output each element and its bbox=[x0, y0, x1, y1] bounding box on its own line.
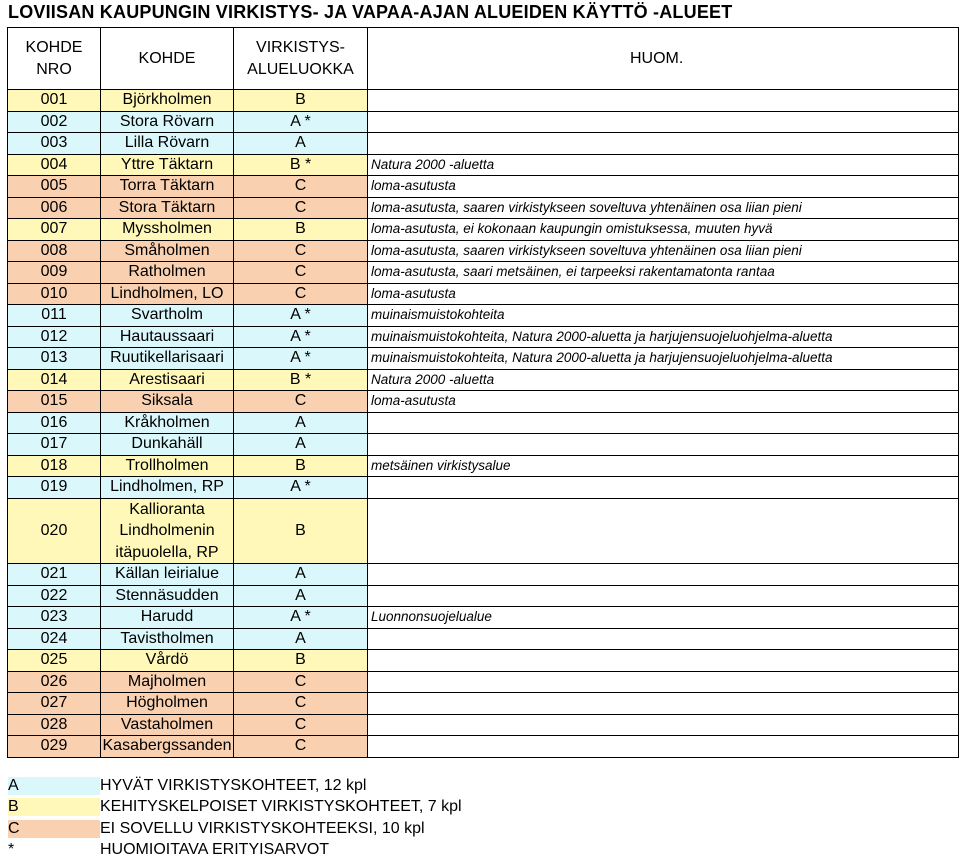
table-row bbox=[8, 585, 959, 607]
cell-luokka: B * bbox=[234, 369, 368, 391]
cell-nro: 014 bbox=[8, 369, 101, 391]
cell-huom: loma-asutusta, saari metsäinen, ei tarpeeksi rakentamatonta rantaa bbox=[368, 262, 959, 284]
cell-kohde: Dunkahäll bbox=[101, 434, 234, 456]
cell-luokka: C bbox=[234, 693, 368, 715]
cell-huom bbox=[368, 714, 959, 736]
cell-huom bbox=[368, 628, 959, 650]
cell-nro: 015 bbox=[8, 391, 101, 413]
cell-kohde: Arestisaari bbox=[101, 369, 234, 391]
cell-kohde: Torra Täktarn bbox=[101, 176, 234, 198]
legend-key: A bbox=[8, 777, 100, 795]
header-kohde-nro bbox=[8, 28, 101, 90]
legend-key: B bbox=[8, 798, 100, 816]
table-row bbox=[8, 154, 959, 176]
cell-huom bbox=[368, 412, 959, 434]
cell-kohde: Stora Rövarn bbox=[101, 111, 234, 133]
table-row bbox=[8, 197, 959, 219]
header-kohde: KOHDE bbox=[101, 28, 234, 90]
table-row bbox=[8, 671, 959, 693]
cell-huom: muinaismuistokohteita bbox=[368, 305, 959, 327]
cell-nro: 028 bbox=[8, 714, 101, 736]
table-row bbox=[8, 391, 959, 413]
cell-nro: 023 bbox=[8, 607, 101, 629]
cell-luokka: C bbox=[234, 671, 368, 693]
table-row bbox=[8, 650, 959, 672]
table-row bbox=[8, 693, 959, 715]
cell-luokka: A bbox=[234, 585, 368, 607]
legend-text: KEHITYSKELPOISET VIRKISTYSKOHTEET, 7 kpl bbox=[100, 798, 462, 816]
cell-nro: 005 bbox=[8, 176, 101, 198]
table-row bbox=[8, 111, 959, 133]
legend bbox=[8, 775, 708, 861]
legend-text: HYVÄT VIRKISTYSKOHTEET, 12 kpl bbox=[100, 777, 366, 795]
cell-kohde: Lindholmen, LO bbox=[101, 283, 234, 305]
cell-nro: 020 bbox=[8, 498, 101, 564]
legend-key: * bbox=[8, 841, 100, 859]
table-header-row bbox=[8, 28, 959, 90]
cell-kohde: Ruutikellarisaari bbox=[101, 348, 234, 370]
cell-luokka: B bbox=[234, 498, 368, 564]
cell-huom bbox=[368, 693, 959, 715]
cell-luokka: A bbox=[234, 434, 368, 456]
cell-huom: loma-asutusta, ei kokonaan kaupungin omistuksessa, muuten hyvä bbox=[368, 219, 959, 241]
table-row bbox=[8, 455, 959, 477]
cell-nro: 010 bbox=[8, 283, 101, 305]
table-row bbox=[8, 219, 959, 241]
cell-huom: loma-asutusta bbox=[368, 283, 959, 305]
cell-luokka: C bbox=[234, 283, 368, 305]
table-row bbox=[8, 714, 959, 736]
cell-nro: 013 bbox=[8, 348, 101, 370]
cell-huom: Natura 2000 -aluetta bbox=[368, 154, 959, 176]
cell-nro: 016 bbox=[8, 412, 101, 434]
cell-kohde: Myssholmen bbox=[101, 219, 234, 241]
table-row bbox=[8, 736, 959, 758]
table-row bbox=[8, 412, 959, 434]
cell-huom: loma-asutusta, saaren virkistykseen soveltuva yhtenäinen osa liian pieni bbox=[368, 197, 959, 219]
legend-item bbox=[8, 840, 708, 861]
cell-kohde: Ratholmen bbox=[101, 262, 234, 284]
table-row bbox=[8, 240, 959, 262]
cell-huom: Luonnonsuojelualue bbox=[368, 607, 959, 629]
cell-luokka: C bbox=[234, 391, 368, 413]
header-luokka bbox=[234, 28, 368, 90]
table-row bbox=[8, 176, 959, 198]
table-row bbox=[8, 326, 959, 348]
legend-item bbox=[8, 818, 708, 840]
table-row bbox=[8, 607, 959, 629]
cell-luokka: B * bbox=[234, 154, 368, 176]
cell-huom bbox=[368, 90, 959, 112]
cell-kohde: Lilla Rövarn bbox=[101, 133, 234, 155]
header-nro-line1: KOHDE bbox=[26, 39, 83, 56]
cell-nro: 029 bbox=[8, 736, 101, 758]
cell-luokka: B bbox=[234, 455, 368, 477]
cell-huom: loma-asutusta, saaren virkistykseen soveltuva yhtenäinen osa liian pieni bbox=[368, 240, 959, 262]
cell-huom: loma-asutusta bbox=[368, 391, 959, 413]
cell-huom: Natura 2000 -aluetta bbox=[368, 369, 959, 391]
legend-item bbox=[8, 775, 708, 797]
cell-nro: 001 bbox=[8, 90, 101, 112]
cell-luokka: C bbox=[234, 240, 368, 262]
cell-luokka: C bbox=[234, 736, 368, 758]
table-row bbox=[8, 369, 959, 391]
cell-huom: loma-asutusta bbox=[368, 176, 959, 198]
cell-kohde-line: itäpuolella, RP bbox=[101, 542, 233, 564]
cell-nro: 007 bbox=[8, 219, 101, 241]
legend-key: C bbox=[8, 820, 100, 838]
cell-nro: 009 bbox=[8, 262, 101, 284]
cell-nro: 012 bbox=[8, 326, 101, 348]
cell-luokka: A bbox=[234, 628, 368, 650]
cell-huom bbox=[368, 111, 959, 133]
cell-kohde: Hautaussaari bbox=[101, 326, 234, 348]
cell-nro: 019 bbox=[8, 477, 101, 499]
cell-luokka: C bbox=[234, 714, 368, 736]
cell-kohde: Svartholm bbox=[101, 305, 234, 327]
cell-nro: 011 bbox=[8, 305, 101, 327]
table-row bbox=[8, 283, 959, 305]
cell-luokka: A * bbox=[234, 326, 368, 348]
table-row bbox=[8, 564, 959, 586]
cell-nro: 018 bbox=[8, 455, 101, 477]
table-row bbox=[8, 90, 959, 112]
cell-nro: 004 bbox=[8, 154, 101, 176]
cell-nro: 022 bbox=[8, 585, 101, 607]
cell-huom bbox=[368, 477, 959, 499]
cell-luokka: A bbox=[234, 564, 368, 586]
table-row bbox=[8, 628, 959, 650]
header-huom: HUOM. bbox=[368, 28, 959, 90]
cell-huom bbox=[368, 585, 959, 607]
cell-luokka: A * bbox=[234, 348, 368, 370]
cell-kohde bbox=[101, 498, 234, 564]
cell-nro: 008 bbox=[8, 240, 101, 262]
page-title: LOVIISAN KAUPUNGIN VIRKISTYS- JA VAPAA-AJAN ALUEIDEN KÄYTTÖ -ALUEET bbox=[8, 2, 732, 23]
cell-huom bbox=[368, 736, 959, 758]
legend-text: HUOMIOITAVA ERITYISARVOT bbox=[100, 841, 329, 859]
cell-huom bbox=[368, 498, 959, 564]
cell-kohde: Kasabergssanden bbox=[101, 736, 234, 758]
cell-huom bbox=[368, 434, 959, 456]
cell-kohde: Siksala bbox=[101, 391, 234, 413]
cell-luokka: C bbox=[234, 176, 368, 198]
cell-kohde: Majholmen bbox=[101, 671, 234, 693]
cell-nro: 003 bbox=[8, 133, 101, 155]
cell-huom bbox=[368, 133, 959, 155]
cell-luokka: B bbox=[234, 219, 368, 241]
legend-item bbox=[8, 797, 708, 819]
cell-kohde: Harudd bbox=[101, 607, 234, 629]
cell-kohde: Vårdö bbox=[101, 650, 234, 672]
cell-luokka: C bbox=[234, 197, 368, 219]
table-row bbox=[8, 133, 959, 155]
cell-luokka: A * bbox=[234, 607, 368, 629]
cell-nro: 027 bbox=[8, 693, 101, 715]
table-row bbox=[8, 305, 959, 327]
table-row bbox=[8, 262, 959, 284]
cell-huom: metsäinen virkistysalue bbox=[368, 455, 959, 477]
header-luokka-line1: VIRKISTYS- bbox=[256, 39, 345, 56]
header-nro-line2: NRO bbox=[36, 61, 72, 78]
cell-kohde: Småholmen bbox=[101, 240, 234, 262]
table-row bbox=[8, 477, 959, 499]
cell-kohde: Stora Täktarn bbox=[101, 197, 234, 219]
cell-huom bbox=[368, 564, 959, 586]
cell-kohde: Högholmen bbox=[101, 693, 234, 715]
areas-table bbox=[7, 27, 959, 758]
cell-luokka: A * bbox=[234, 305, 368, 327]
cell-kohde: Kråkholmen bbox=[101, 412, 234, 434]
cell-nro: 024 bbox=[8, 628, 101, 650]
cell-huom bbox=[368, 671, 959, 693]
cell-luokka: A bbox=[234, 412, 368, 434]
cell-luokka: A * bbox=[234, 111, 368, 133]
cell-kohde: Trollholmen bbox=[101, 455, 234, 477]
cell-luokka: B bbox=[234, 90, 368, 112]
cell-luokka: A bbox=[234, 133, 368, 155]
cell-kohde: Stennäsudden bbox=[101, 585, 234, 607]
table-row bbox=[8, 348, 959, 370]
table-row bbox=[8, 498, 959, 564]
cell-nro: 026 bbox=[8, 671, 101, 693]
cell-luokka: C bbox=[234, 262, 368, 284]
cell-huom: muinaismuistokohteita, Natura 2000-aluetta ja harjujensuojeluohjelma-aluetta bbox=[368, 326, 959, 348]
cell-kohde: Björkholmen bbox=[101, 90, 234, 112]
cell-nro: 021 bbox=[8, 564, 101, 586]
cell-luokka: B bbox=[234, 650, 368, 672]
cell-nro: 002 bbox=[8, 111, 101, 133]
cell-kohde: Yttre Täktarn bbox=[101, 154, 234, 176]
legend-text: EI SOVELLU VIRKISTYSKOHTEEKSI, 10 kpl bbox=[100, 820, 425, 838]
cell-kohde: Lindholmen, RP bbox=[101, 477, 234, 499]
cell-kohde-line: Lindholmenin bbox=[101, 520, 233, 542]
cell-huom bbox=[368, 650, 959, 672]
cell-kohde-line: Kallioranta bbox=[101, 499, 233, 521]
cell-nro: 025 bbox=[8, 650, 101, 672]
cell-kohde: Tavistholmen bbox=[101, 628, 234, 650]
table-row bbox=[8, 434, 959, 456]
cell-kohde: Källan leirialue bbox=[101, 564, 234, 586]
cell-nro: 017 bbox=[8, 434, 101, 456]
cell-huom: muinaismuistokohteita, Natura 2000-aluetta ja harjujensuojeluohjelma-aluetta bbox=[368, 348, 959, 370]
cell-nro: 006 bbox=[8, 197, 101, 219]
cell-luokka: A * bbox=[234, 477, 368, 499]
cell-kohde: Vastaholmen bbox=[101, 714, 234, 736]
header-luokka-line2: ALUELUOKKA bbox=[247, 61, 354, 78]
